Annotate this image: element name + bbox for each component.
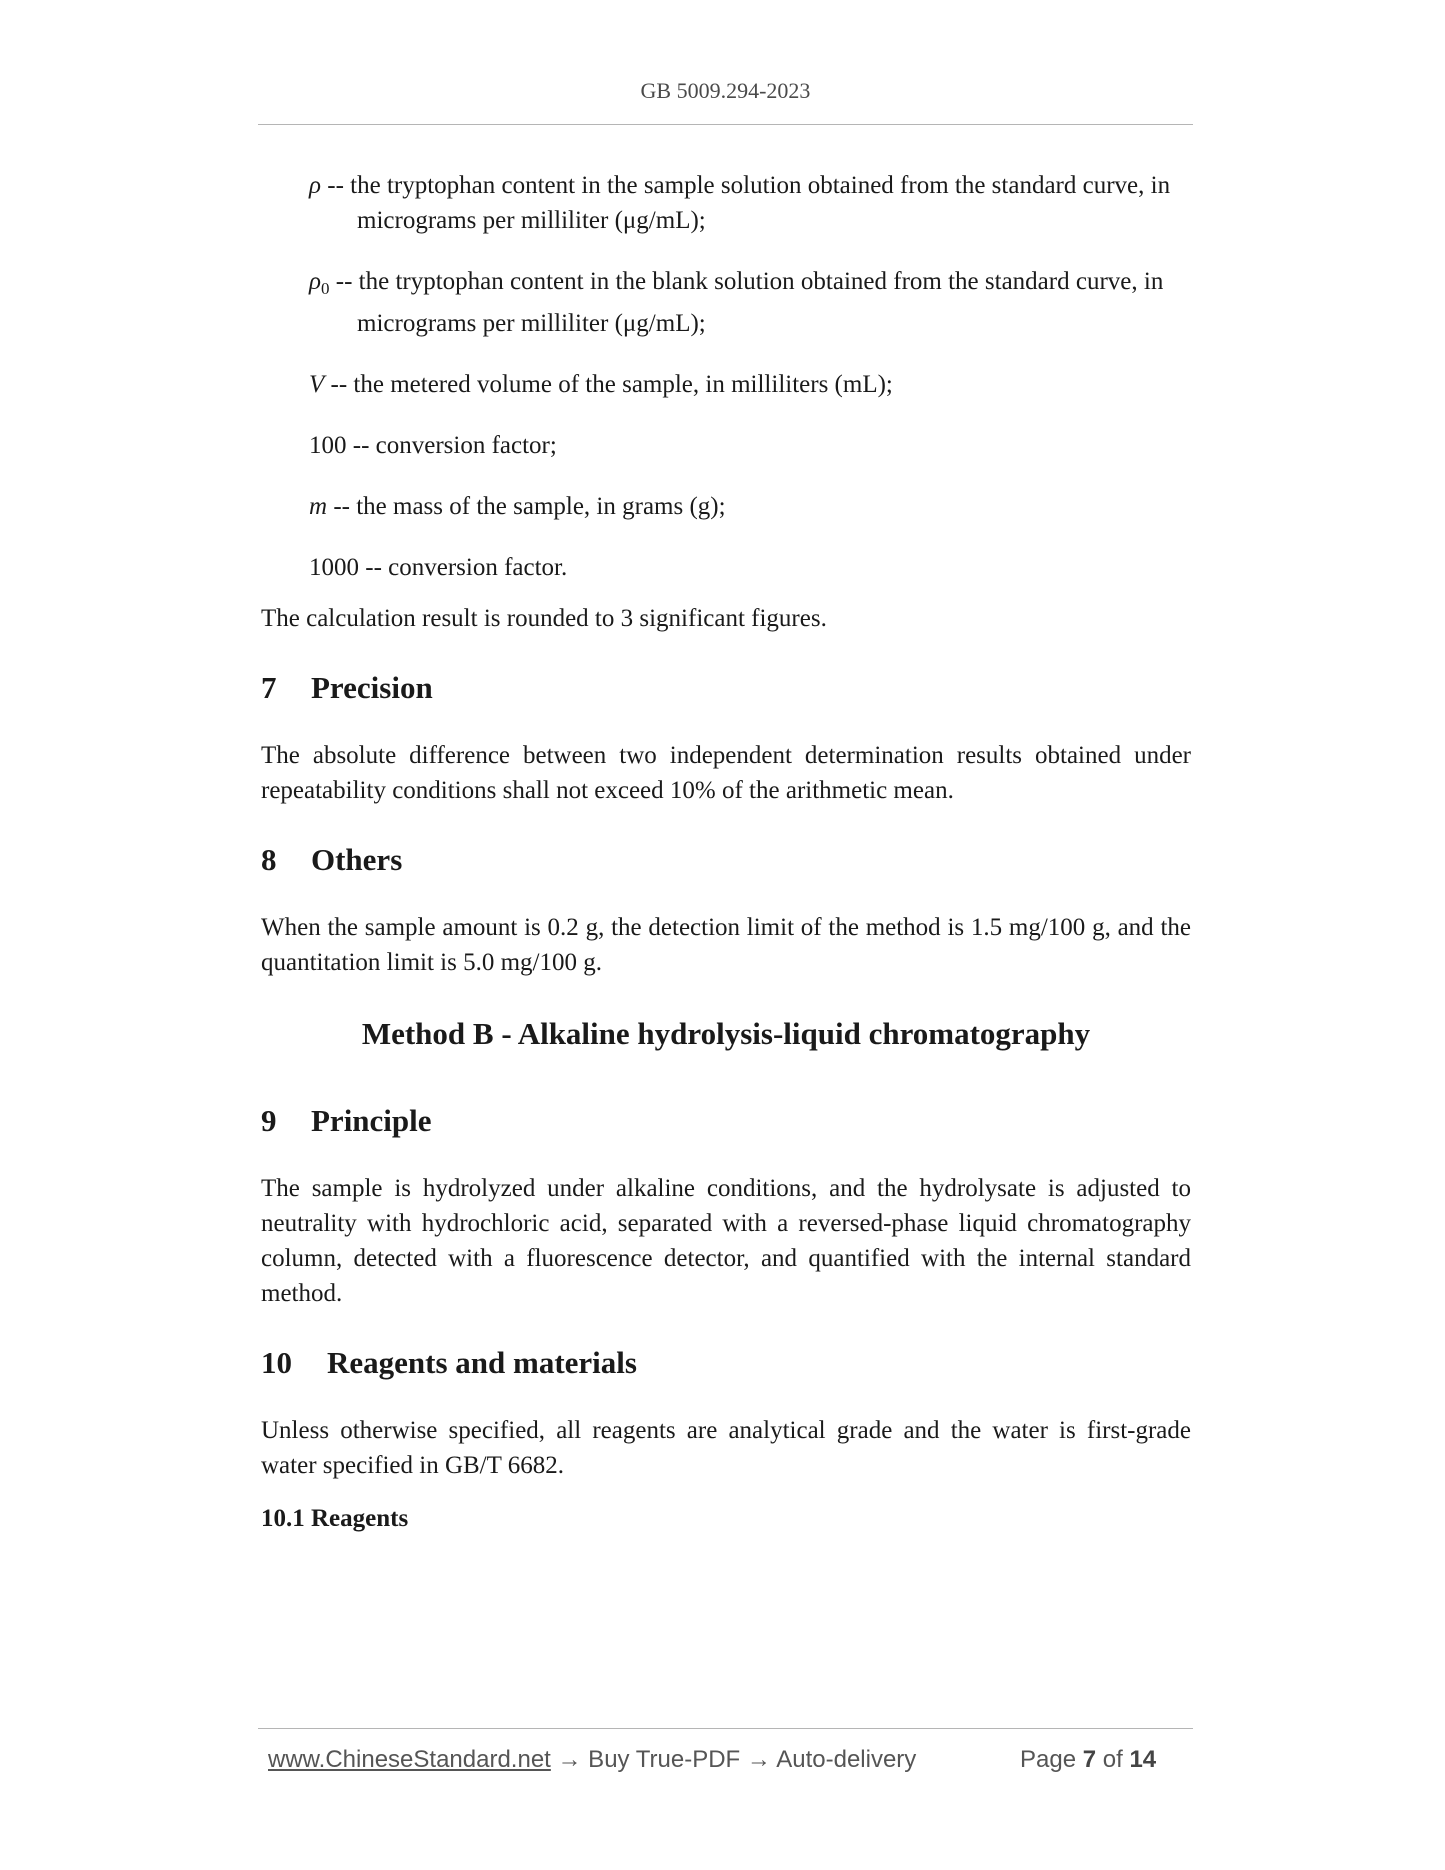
method-b-heading: Method B - Alkaline hydrolysis-liquid chromatography	[361, 1016, 1091, 1051]
document-header: GB 5009.294-2023	[640, 78, 811, 103]
page-total: 14	[1129, 1746, 1157, 1773]
variable-symbol: m	[309, 493, 328, 520]
variable-rho	[309, 168, 1191, 238]
page-number: 7	[1082, 1746, 1097, 1773]
section-number: 8	[261, 842, 277, 877]
section-7-text: The absolute difference between two independent determination results obtained under repeatability conditions shall not exceed 10% of the arithmetic mean.	[261, 742, 1191, 804]
section-title: Principle	[311, 1103, 432, 1138]
rounding-note: The calculation result is rounded to 3 significant figures.	[261, 605, 827, 632]
section-9-text: The sample is hydrolyzed under alkaline conditions, and the hydrolysate is adjusted to neutrality with hydrochloric acid, separated with a reversed-phase liquid chromatography column, detected with a fluorescence detector, and quantified with the internal standard method.	[261, 1175, 1191, 1307]
variable-symbol: V	[309, 371, 325, 398]
footer-rule	[258, 1728, 1193, 1729]
subsection-10-1-heading: 10.1 Reagents	[261, 1505, 409, 1532]
variable-description: -- the tryptophan content in the blank solution obtained from the standard curve, in micrograms per milliliter (μg/mL);	[335, 268, 1164, 337]
footer-promo	[268, 1746, 916, 1774]
variable-symbol: ρ	[309, 268, 321, 295]
variable-v	[309, 367, 1191, 402]
variable-m	[309, 489, 1191, 524]
section-title: Others	[311, 842, 403, 877]
variable-description: -- the metered volume of the sample, in milliliters (mL);	[330, 371, 893, 398]
section-number: 7	[261, 670, 277, 705]
section-10-heading	[261, 1343, 1191, 1383]
variable-rho0	[309, 264, 1191, 341]
section-9-heading	[261, 1101, 1191, 1141]
variable-1000	[309, 550, 1191, 585]
variable-subscript: 0	[321, 279, 330, 298]
page-word: Page	[1020, 1746, 1077, 1773]
variable-description: -- the mass of the sample, in grams (g);	[333, 493, 726, 520]
header-rule	[258, 124, 1193, 125]
section-7-heading	[261, 668, 1191, 708]
section-title: Precision	[311, 670, 433, 705]
variable-description: -- conversion factor;	[352, 432, 557, 459]
page-indicator	[1020, 1746, 1156, 1774]
promo-text: → Buy True-PDF → Auto-delivery	[550, 1746, 917, 1773]
of-word: of	[1102, 1746, 1123, 1773]
variable-description: -- the tryptophan content in the sample solution obtained from the standard curve, in micrograms per milliliter (μg/mL);	[327, 172, 1171, 234]
variable-symbol: 1000	[309, 554, 359, 581]
section-8-heading	[261, 840, 1191, 880]
section-number: 10	[261, 1345, 292, 1380]
section-title: Reagents and materials	[327, 1345, 637, 1380]
section-8-text: When the sample amount is 0.2 g, the detection limit of the method is 1.5 mg/100 g, and the quantitation limit is 5.0 mg/100 g.	[261, 914, 1191, 976]
variable-symbol: ρ	[309, 172, 321, 199]
section-number: 9	[261, 1103, 277, 1138]
variable-100	[309, 428, 1191, 463]
variable-description: -- conversion factor.	[365, 554, 568, 581]
page-body	[261, 168, 1191, 1536]
section-10-text: Unless otherwise specified, all reagents are analytical grade and the water is first-grade water specified in GB/T 6682.	[261, 1417, 1191, 1479]
site-link[interactable]: www.ChineseStandard.net	[268, 1746, 551, 1773]
variable-symbol: 100	[309, 432, 347, 459]
